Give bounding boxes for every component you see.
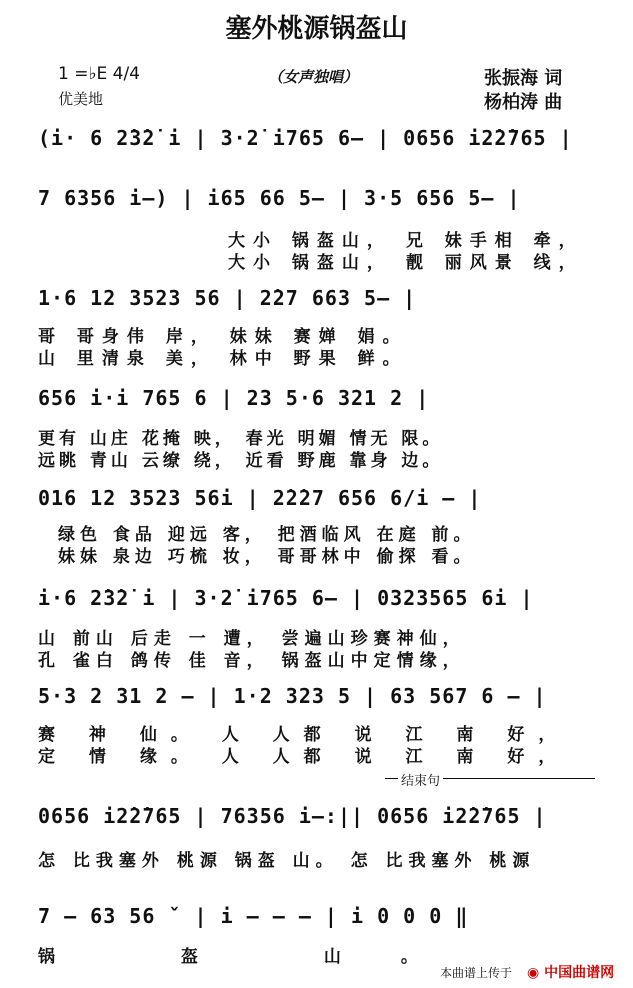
lyrics-verse-1: 山 前山 后走 一 遭， 尝遍山珍赛神仙， bbox=[38, 629, 466, 649]
lyrics-verse-1: 怎 比我塞外 桃源 锅盔 山。 怎 比我塞外 桃源 bbox=[38, 851, 536, 871]
composer-credit: 杨柏涛 曲 bbox=[484, 92, 563, 113]
lyrics-verse-2: 妹妹 泉边 巧梳 妆， 哥哥林中 偷探 看。 bbox=[58, 547, 476, 567]
lyrics-verse-1: 锅 盔 山。 bbox=[38, 947, 478, 967]
notation: 7 6356 i—) | i65 66 5— | 3·5 656 5— | bbox=[38, 186, 521, 210]
performance-note: （女声独唱） bbox=[268, 68, 359, 86]
lyrics-verse-2: 大小 锅盔山， 靓 丽风景 线， bbox=[228, 253, 584, 273]
score-line-5 bbox=[38, 478, 608, 567]
lyrics-verse-1: 绿色 食品 迎远 客， 把酒临风 在庭 前。 bbox=[58, 525, 476, 545]
score-line-1 bbox=[38, 118, 608, 158]
lyrics-verse-2: 孔 雀白 鸽传 佳 音， 锅盔山中定情缘， bbox=[38, 651, 466, 671]
ending-label: 结束句 bbox=[398, 770, 443, 789]
site-logo[interactable] bbox=[527, 962, 614, 982]
tempo-marking: 优美地 bbox=[58, 90, 104, 108]
score-line-8 bbox=[38, 796, 608, 871]
notation: i·6 2̇3̇2̇ i | 3·2̇ i765 6— | 0323565 6i | bbox=[38, 586, 534, 610]
lyrics-verse-1: 大小 锅盔山， 兄 妹手相 牵， bbox=[228, 231, 584, 251]
notation: 656 i·i 765 6 | 23 5·6 321 2 | bbox=[38, 386, 430, 410]
notation: 5·3 2 31 2 — | 1·2 323 5 | 63 567 6 — | bbox=[38, 684, 547, 708]
lyrics-verse-2: 山 里清泉 美， 林中 野果 鲜。 bbox=[38, 349, 408, 369]
score-line-7 bbox=[38, 676, 608, 767]
lyrics-verse-2: 远眺 青山 云缭 绕， 近看 野鹿 靠身 边。 bbox=[38, 451, 444, 471]
song-title: 塞外桃源锅盔山 bbox=[225, 14, 408, 44]
key-signature: 1 =♭E 4/4 bbox=[58, 64, 140, 84]
lyrics-verse-1: 哥 哥身伟 岸， 妹妹 赛婵 娟。 bbox=[38, 327, 408, 347]
lyrics-verse-1: 更有 山庄 花掩 映， 春光 明媚 情无 限。 bbox=[38, 429, 444, 449]
score-line-4 bbox=[38, 378, 608, 471]
score-line-9 bbox=[38, 896, 608, 967]
notation: 0656 i2̇2̇765 | 76356 i—:|| 0656 i2̇2̇765 | bbox=[38, 804, 547, 828]
notation: 7 — 63 56 ˇ | i — — — | i 0 0 0 ‖ bbox=[38, 904, 469, 928]
notation: 016 12 3523 56i | 2̇2̇27 656 6/i — | bbox=[38, 486, 482, 510]
lyrics-verse-1: 赛 神 仙。 人 人都 说 江 南 好， bbox=[38, 725, 570, 745]
upload-note: 本曲谱上传于 bbox=[440, 966, 513, 980]
score-line-3 bbox=[38, 278, 608, 369]
site-name: 中国曲谱网 bbox=[544, 965, 615, 981]
lyrics-verse-2: 定 情 缘。 人 人都 说 江 南 好， bbox=[38, 747, 570, 767]
notation: (i· 6 2̇3̇2̇ i | 3·2̇ i765 6— | 0656 i2̇2̇765 | bbox=[38, 126, 573, 150]
notation: 1·6 12 3523 56 | 2̇27 663 5— | bbox=[38, 286, 417, 310]
score-line-2 bbox=[38, 178, 608, 273]
logo-icon: ◉ bbox=[527, 965, 540, 981]
lyricist-credit: 张振海 词 bbox=[484, 68, 563, 89]
score-line-6 bbox=[38, 578, 608, 671]
